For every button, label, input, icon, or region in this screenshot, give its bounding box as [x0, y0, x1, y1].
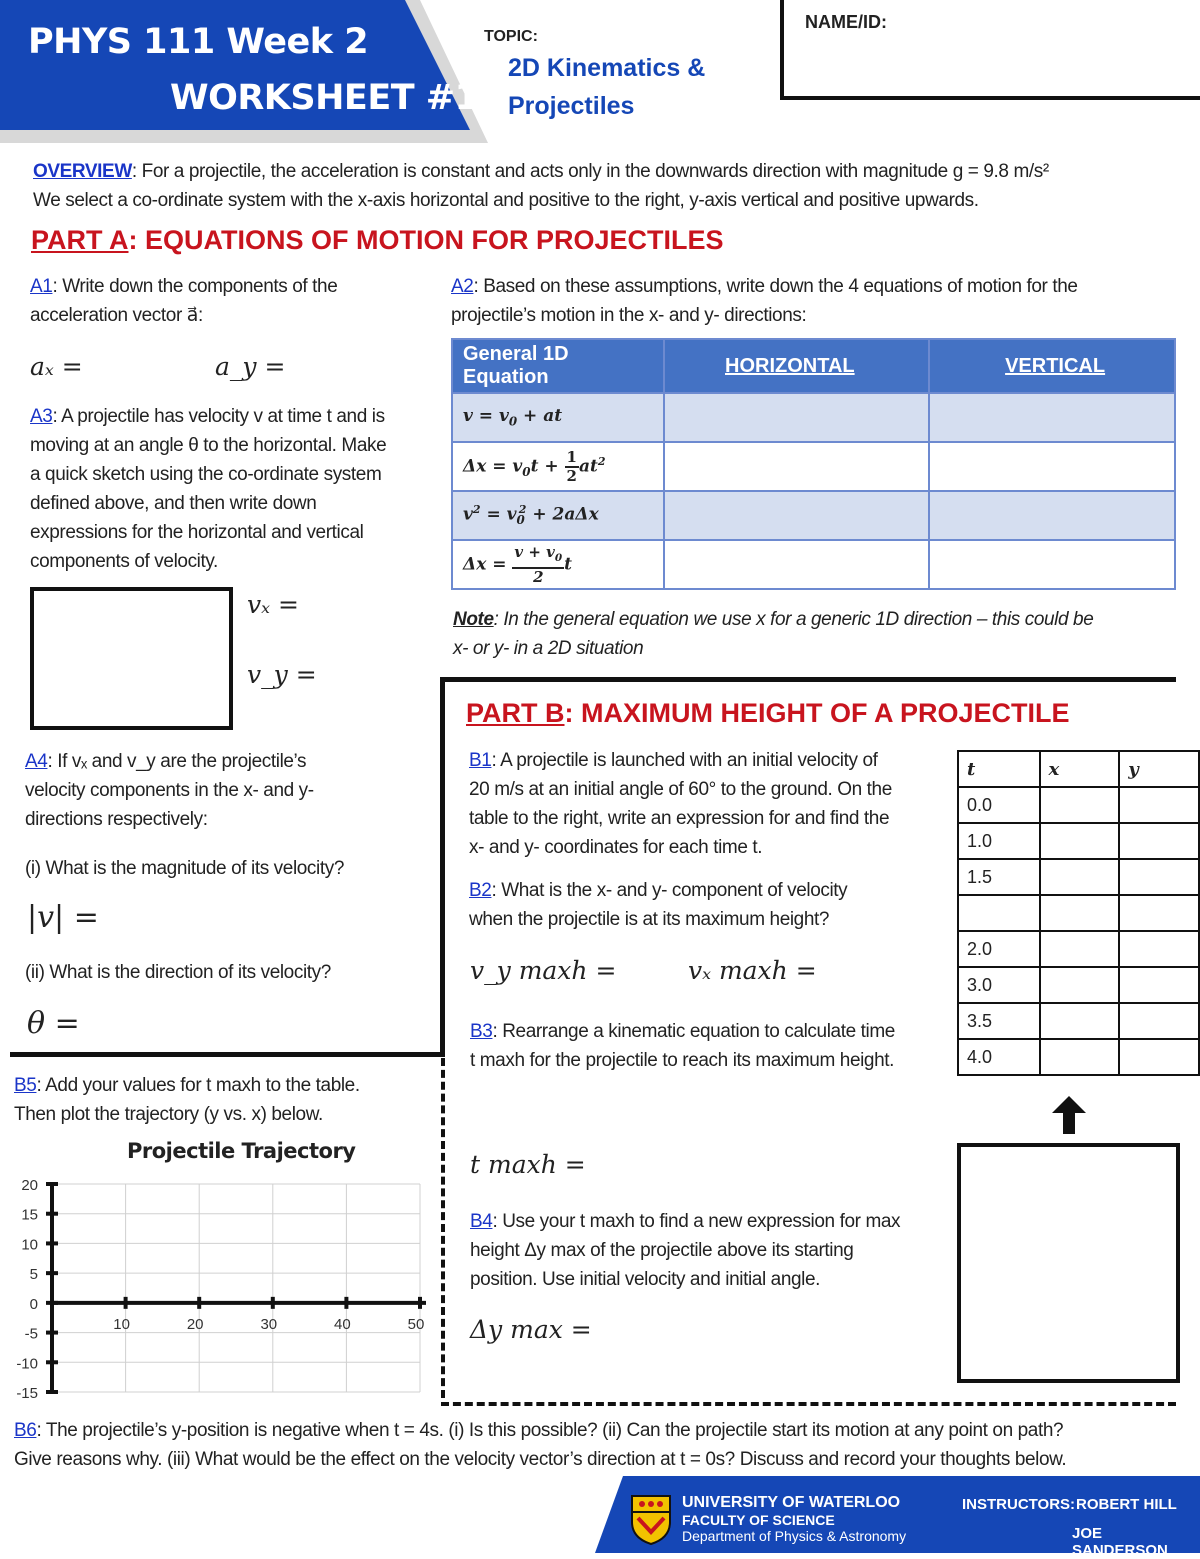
overview-label: OVERVIEW — [33, 161, 132, 182]
a4-line: : If vₓ and v_y are the projectile’s — [47, 751, 307, 772]
a2-text: : Based on these assumptions, write down the 4 equations of motion for the — [473, 276, 1078, 297]
topic-label: TOPIC: — [484, 28, 538, 45]
x-tick-label: 10 — [113, 1315, 130, 1333]
department-name: Department of Physics & Astronomy — [682, 1528, 907, 1544]
velocity-magnitude-equation: |v| = — [27, 900, 99, 935]
table-row — [958, 1003, 1199, 1039]
y-tick-label: 15 — [21, 1206, 38, 1224]
b1-line: 20 m/s at an initial angle of 60° to the ground. On the — [469, 779, 892, 800]
b5-top-divider — [10, 1052, 445, 1057]
eq-table-header-general: General 1D Equation — [452, 339, 664, 393]
txy-y-cell[interactable] — [1119, 1039, 1199, 1075]
b4-label: B4 — [470, 1211, 493, 1232]
a4-question-i: (i) What is the magnitude of its velocity? — [25, 858, 345, 879]
txy-time: 2.0 — [958, 931, 1040, 967]
txy-header-y: y — [1119, 751, 1199, 787]
txy-y-cell[interactable] — [1119, 787, 1199, 823]
txy-x-cell[interactable] — [1040, 967, 1120, 1003]
vertical-cell-1[interactable] — [929, 393, 1175, 442]
ax-equation: aₓ = — [30, 352, 83, 381]
note-line-2: x- or y- in a 2D situation — [453, 638, 644, 659]
txy-y-cell[interactable] — [1119, 931, 1199, 967]
a1-question — [30, 272, 430, 330]
topic-line-2: Projectiles — [508, 92, 635, 120]
table-row — [452, 491, 1175, 540]
overview-line-2: We select a co-ordinate system with the x-axis horizontal and positive to the right, y-axis vertical and positive upwards. — [33, 190, 979, 211]
part-b-title: : MAXIMUM HEIGHT OF A PROJECTILE — [564, 698, 1070, 728]
equations-table — [451, 338, 1176, 590]
vx-maxh-equation: vₓ maxh = — [688, 956, 817, 985]
note-line-1: : In the general equation we use x for a generic 1D direction – this could be — [493, 609, 1094, 630]
b6-line-1 — [14, 1416, 1194, 1445]
vy-maxh-equation: v_y maxh = — [470, 956, 617, 985]
a1-text-2: acceleration vector a⃗: — [30, 305, 203, 326]
table-row — [958, 967, 1199, 1003]
part-b-label: PART B — [466, 698, 565, 728]
b6-label: B6 — [14, 1420, 37, 1441]
b1-label: B1 — [469, 750, 492, 771]
overview-line-1 — [33, 157, 1183, 186]
b3-line: : Rearrange a kinematic equation to calculate time — [492, 1021, 895, 1042]
b-answer-box[interactable] — [957, 1143, 1180, 1383]
y-tick-label: 0 — [29, 1295, 38, 1313]
y-tick-label: -15 — [16, 1385, 38, 1400]
vertical-cell-4[interactable] — [929, 540, 1175, 589]
vx-equation: vₓ = — [247, 590, 299, 619]
part-b-top-divider — [443, 677, 1176, 682]
horizontal-cell-1[interactable] — [664, 393, 929, 442]
part-b-heading — [466, 698, 1070, 729]
horizontal-cell-3[interactable] — [664, 491, 929, 540]
txy-y-cell[interactable] — [1119, 859, 1199, 895]
b5-line: : Add your values for t maxh to the table. — [36, 1075, 360, 1096]
b1-question — [469, 746, 949, 862]
arrow-up-icon — [1052, 1096, 1086, 1134]
table-row — [958, 787, 1199, 823]
name-id-label: NAME/ID: — [805, 12, 887, 32]
vy-equation: v_y = — [247, 660, 317, 689]
overview-g-value: g = 9.8 m/s² — [952, 161, 1049, 182]
txy-time: 3.5 — [958, 1003, 1040, 1039]
a3-line: a quick sketch using the co-ordinate system — [30, 464, 382, 485]
b5-question — [14, 1071, 434, 1129]
b2-question — [469, 876, 949, 934]
part-a-title: : EQUATIONS OF MOTION FOR PROJECTILES — [128, 225, 724, 255]
txy-time: 1.5 — [958, 859, 1040, 895]
a4-question-ii: (ii) What is the direction of its velocity? — [25, 962, 331, 983]
course-title: PHYS 111 Week 2 — [28, 22, 369, 62]
instructors-label: INSTRUCTORS: — [962, 1496, 1076, 1513]
faculty-name: FACULTY OF SCIENCE — [682, 1512, 835, 1528]
table-row — [958, 1039, 1199, 1075]
header-horizontal-text: HORIZONTAL — [725, 354, 855, 377]
table-row — [958, 823, 1199, 859]
instructor-2: JOE SANDERSON — [1072, 1525, 1168, 1559]
topic-line-1: 2D Kinematics & — [508, 54, 706, 82]
trajectory-chart[interactable] — [0, 1170, 440, 1400]
txy-y-cell[interactable] — [1119, 895, 1199, 931]
a4-line: velocity components in the x- and y- — [25, 780, 314, 801]
a4-label: A4 — [25, 751, 48, 772]
b3-line: t maxh for the projectile to reach its maximum height. — [470, 1050, 895, 1071]
b5-label: B5 — [14, 1075, 37, 1096]
txy-y-cell[interactable] — [1119, 1003, 1199, 1039]
txy-time: 0.0 — [958, 787, 1040, 823]
a3-line: : A projectile has velocity v at time t and is — [52, 406, 385, 427]
b4-line: : Use your t maxh to find a new expression for max — [492, 1211, 901, 1232]
b1-line: : A projectile is launched with an initial velocity of — [491, 750, 878, 771]
worksheet-title: WORKSHEET #1 — [170, 78, 479, 118]
txy-x-cell[interactable] — [1040, 859, 1120, 895]
txy-x-cell[interactable] — [1040, 895, 1120, 931]
university-crest-icon — [630, 1494, 672, 1546]
txy-y-cell[interactable] — [1119, 967, 1199, 1003]
eq-velocity-time: $v = v_0$ + at — [452, 393, 664, 442]
horizontal-cell-4[interactable] — [664, 540, 929, 589]
txy-x-cell[interactable] — [1040, 1003, 1120, 1039]
txy-header-t: t — [958, 751, 1040, 787]
eq-table-header-vertical — [929, 339, 1175, 393]
part-a-heading — [31, 225, 724, 256]
txy-x-cell[interactable] — [1040, 931, 1120, 967]
a3-line: defined above, and then write down — [30, 493, 317, 514]
vertical-cell-2[interactable] — [929, 442, 1175, 491]
a3-label: A3 — [30, 406, 53, 427]
eq-velocity-displacement: $v^2 = v_0^2 + 2a\Delta x$ — [452, 491, 664, 540]
vertical-cell-3[interactable] — [929, 491, 1175, 540]
txy-table — [957, 750, 1200, 1076]
b4-question — [470, 1207, 950, 1294]
txy-time: 1.0 — [958, 823, 1040, 859]
instructor-1: ROBERT HILL — [1076, 1496, 1177, 1513]
txy-time: 4.0 — [958, 1039, 1040, 1075]
x-tick-label: 20 — [186, 1315, 204, 1333]
txy-time: 3.0 — [958, 967, 1040, 1003]
table-row — [452, 540, 1175, 589]
a2-label: A2 — [451, 276, 474, 297]
b4-line: position. Use initial velocity and initial angle. — [470, 1269, 821, 1290]
a3-line: components of velocity. — [30, 551, 218, 572]
y-tick-label: 20 — [21, 1177, 38, 1194]
b2-line: : What is the x- and y- component of velocity — [491, 880, 848, 901]
part-b-left-divider — [440, 677, 445, 1057]
dashed-vertical-divider — [441, 1058, 445, 1398]
tmaxh-equation: t maxh = — [470, 1150, 586, 1179]
horizontal-cell-2[interactable] — [664, 442, 929, 491]
a3-sketch-box[interactable] — [30, 587, 233, 730]
y-tick-label: -10 — [16, 1355, 38, 1373]
part-a-label: PART A — [31, 225, 129, 255]
y-tick-label: -5 — [24, 1325, 38, 1343]
a2-text-2: projectile’s motion in the x- and y- directions: — [451, 305, 807, 326]
eq-average-velocity: Δx = $\frac{v + v_0}{2}$ t — [452, 540, 664, 589]
a2-question — [451, 272, 1191, 330]
txy-x-cell[interactable] — [1040, 1039, 1120, 1075]
x-tick-label: 40 — [334, 1315, 351, 1333]
chart-title: Projectile Trajectory — [127, 1139, 356, 1163]
a4-question — [25, 747, 435, 834]
txy-header-x: x — [1040, 751, 1120, 787]
b3-question — [470, 1017, 950, 1075]
header-vertical-text: VERTICAL — [1005, 354, 1106, 377]
b6-line-2: Give reasons why. (iii) What would be the effect on the velocity vector’s direction at t = 0s? Discuss and record your thoughts below. — [14, 1449, 1067, 1470]
x-tick-label: 30 — [260, 1315, 278, 1333]
dashed-horizontal-divider — [441, 1402, 1176, 1406]
b6-text: : The projectile’s y-position is negative when t = 4s. (i) Is this possible? (ii) Can the projectile start its motion at any point on path? — [36, 1420, 1064, 1441]
table-row — [958, 859, 1199, 895]
ay-equation: a_y = — [215, 352, 286, 381]
b2-line: when the projectile is at its maximum height? — [469, 909, 830, 930]
overview-text: : For a projectile, the acceleration is constant and acts only in the downwards direction with magnitude — [131, 161, 953, 182]
note-label: Note — [453, 609, 494, 630]
b2-label: B2 — [469, 880, 492, 901]
y-tick-label: 10 — [21, 1236, 38, 1254]
b4-line: height Δy max of the projectile above its starting — [470, 1240, 854, 1261]
a3-line: expressions for the horizontal and vertical — [30, 522, 364, 543]
a1-label: A1 — [30, 276, 53, 297]
eq-displacement-time: $\Delta x = v_0t$ + $\frac{1}{2}$ $at^2$ — [452, 442, 664, 491]
a3-question — [30, 402, 440, 576]
theta-equation: θ = — [27, 1006, 80, 1041]
table-row — [452, 393, 1175, 442]
a4-line: directions respectively: — [25, 809, 208, 830]
university-name: UNIVERSITY OF WATERLOO — [682, 1494, 901, 1511]
a1-text: : Write down the components of the — [52, 276, 338, 297]
x-tick-label: 50 — [407, 1315, 425, 1333]
a3-line: moving at an angle θ to the horizontal. Make — [30, 435, 387, 456]
eq-table-header-horizontal — [664, 339, 929, 393]
y-tick-label: 5 — [29, 1266, 38, 1284]
txy-y-cell[interactable] — [1119, 823, 1199, 859]
b5-line: Then plot the trajectory (y vs. x) below. — [14, 1104, 323, 1125]
table-row — [958, 931, 1199, 967]
b3-label: B3 — [470, 1021, 493, 1042]
txy-x-cell[interactable] — [1040, 823, 1120, 859]
b1-line: x- and y- coordinates for each time t. — [469, 837, 763, 858]
txy-x-cell[interactable] — [1040, 787, 1120, 823]
b1-line: table to the right, write an expression for and find the — [469, 808, 890, 829]
txy-time-blank[interactable] — [958, 895, 1040, 931]
table-row — [958, 895, 1199, 931]
delta-ymax-equation: Δy max = — [470, 1315, 592, 1344]
note-text — [453, 605, 1193, 663]
table-row — [452, 442, 1175, 491]
